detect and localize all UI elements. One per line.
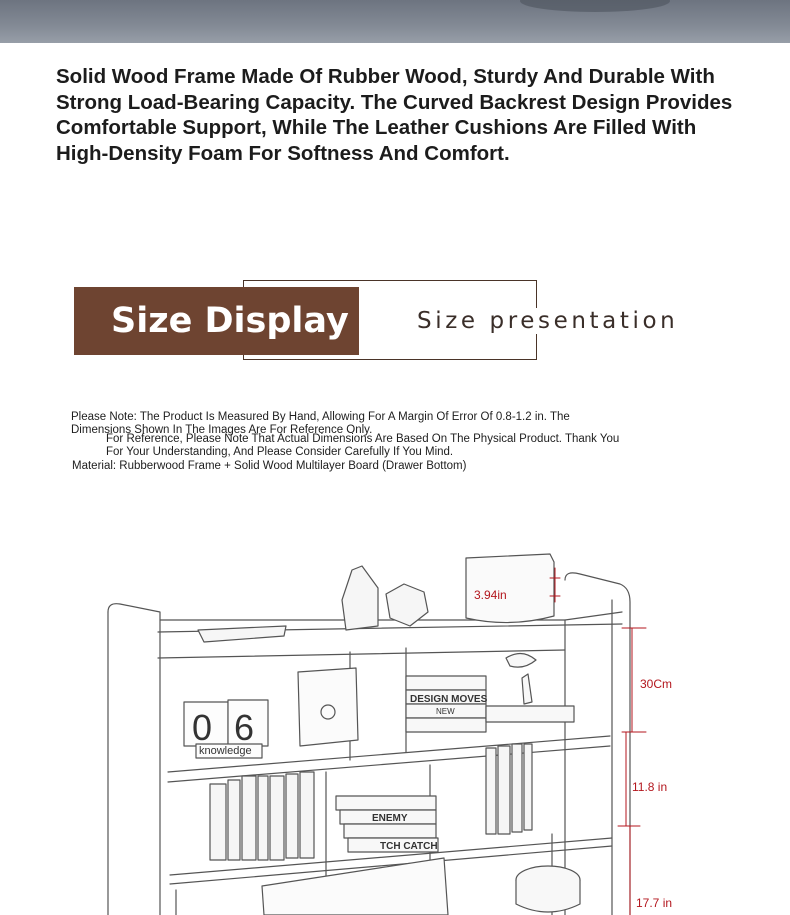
vase-decor	[198, 566, 428, 642]
dimension-item-width: 3.94in	[474, 588, 507, 602]
book-tch-catch: TCH CATCH	[380, 841, 438, 852]
digit-b: 6	[234, 707, 255, 748]
bookshelf-illustration	[0, 540, 790, 915]
book-design-moves: DESIGN MOVES	[410, 694, 488, 705]
size-presentation-subtitle: Size presentation	[413, 308, 682, 334]
note-margin-of-error: Please Note: The Product Is Measured By Hand, Allowing For A Margin Of Error Of 0.8-1.2 in. The Dimensions Shown In The Images Are For Reference Only.	[71, 411, 570, 436]
dimension-lower-shelf: 17.7 in	[636, 896, 673, 910]
book-enemy: ENEMY	[372, 813, 408, 824]
note-reference: For Reference, Please Note That Actual Dimensions Are Based On The Physical Product. Thank You For Your Understanding, And Please Consider Carefully If You Mind.	[106, 433, 620, 458]
knowledge-sign: knowledge	[199, 745, 252, 757]
book-new: NEW	[436, 707, 455, 716]
books-lower-right	[486, 744, 532, 834]
dimension-top-shelf: 30Cm	[640, 677, 673, 691]
size-display-header	[74, 280, 694, 362]
round-stool-decor	[516, 866, 580, 912]
laptop	[262, 858, 448, 915]
size-display-title: Size Display	[74, 287, 359, 355]
fabric-fold	[520, 0, 670, 12]
product-description: Solid Wood Frame Made Of Rubber Wood, Sturdy And Durable With Strong Load-Bearing Capacity. The Curved Backrest Design Provides Comfortable Support, While The Leather Cushions Are Filled With High-Density Foam For Softness And Comfort.	[56, 65, 733, 165]
books-lower-left	[210, 772, 314, 860]
book-stack-top	[406, 653, 574, 732]
bookshelf-diagram	[0, 540, 790, 915]
dimension-middle-shelf: 11.8 in	[632, 780, 668, 794]
digit-a: 0	[192, 707, 213, 748]
bag-decor	[298, 668, 358, 746]
note-material: Material: Rubberwood Frame + Solid Wood Multilayer Board (Drawer Bottom)	[72, 460, 467, 472]
top-product-photo	[0, 0, 790, 43]
